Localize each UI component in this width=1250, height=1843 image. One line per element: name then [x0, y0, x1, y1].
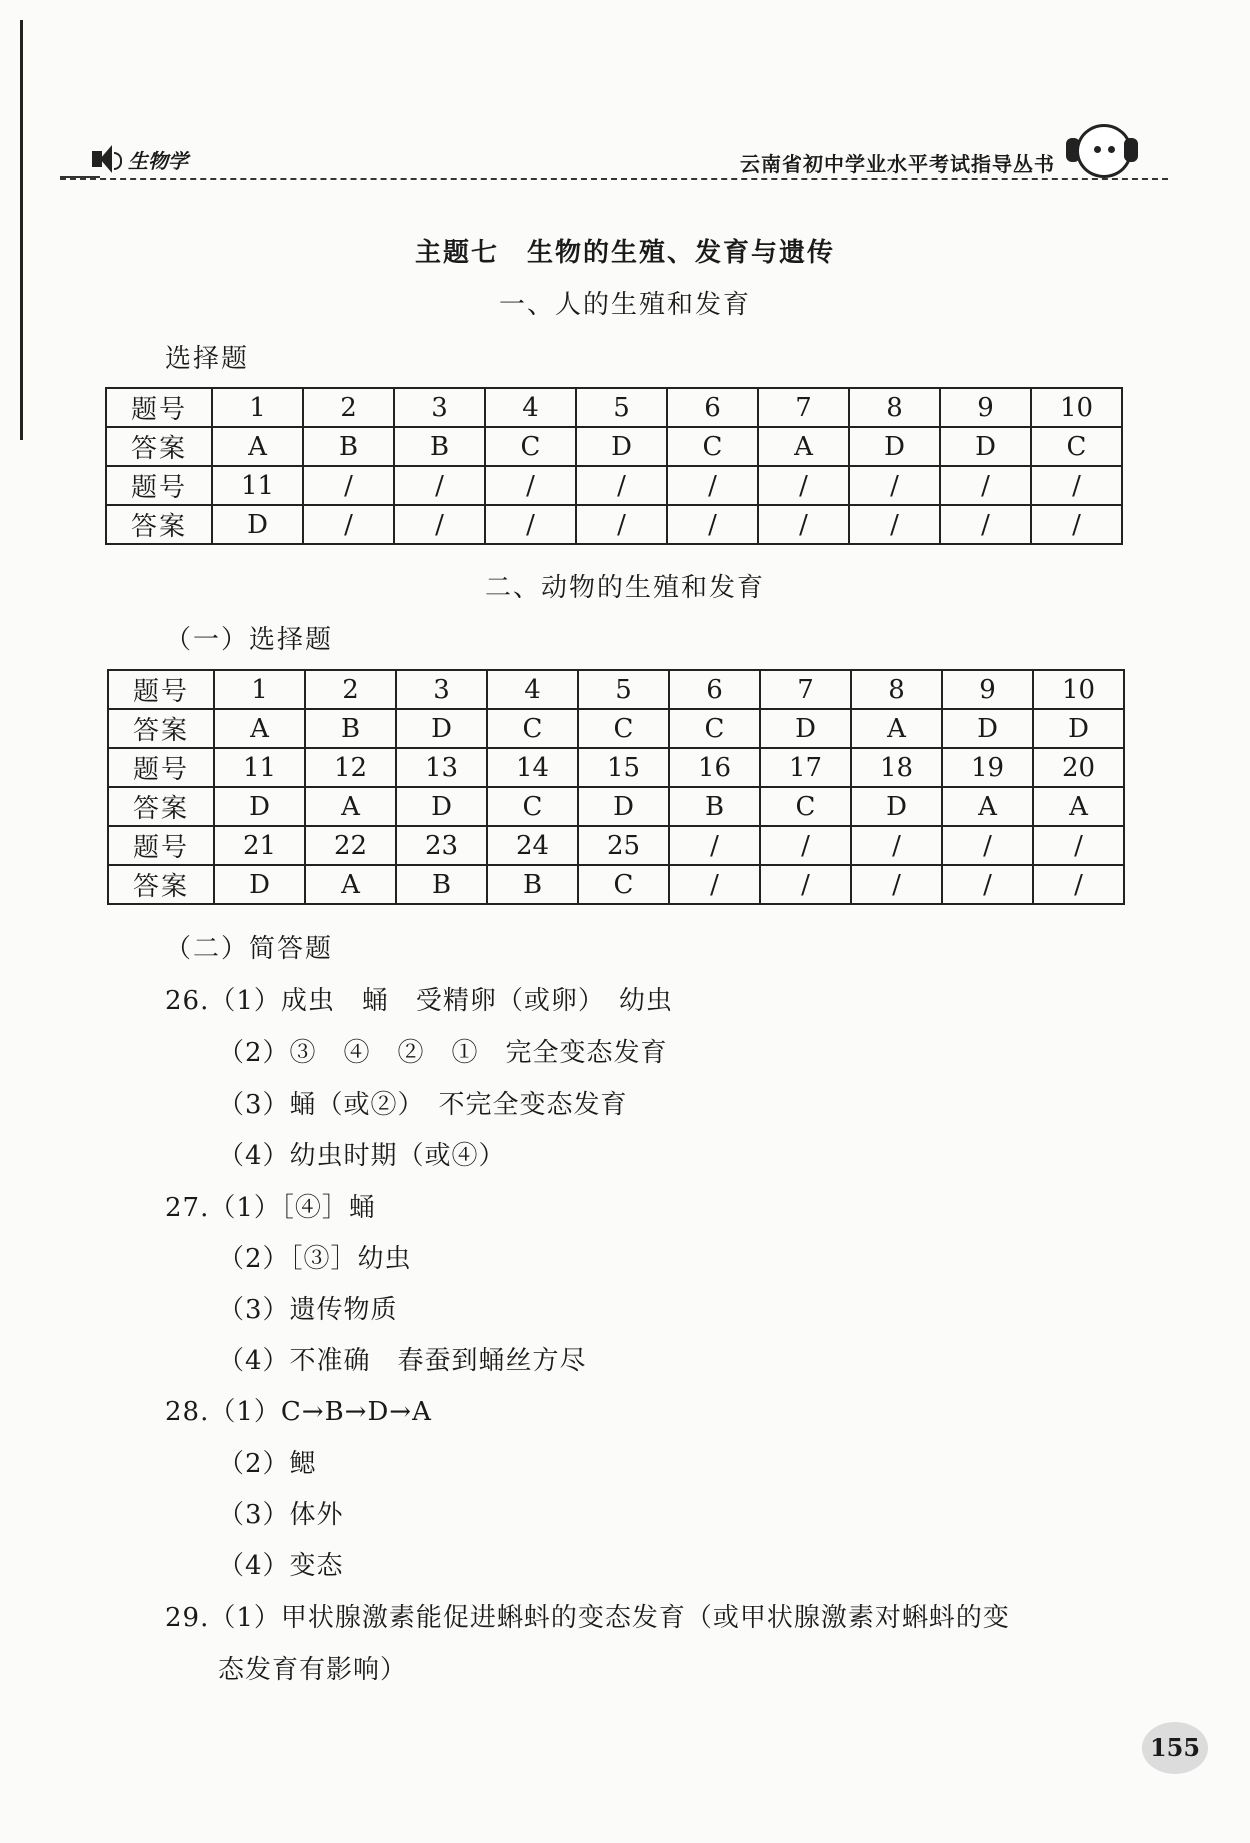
row-header-cell: 答案	[108, 865, 214, 904]
table-cell: C	[669, 709, 760, 748]
table-row	[108, 787, 1124, 826]
answer-table-2	[107, 669, 1125, 905]
row-header-cell: 答案	[106, 427, 212, 466]
table-cell: D	[396, 787, 487, 826]
table-cell: /	[760, 865, 851, 904]
answer-29-1-cont: 态发育有影响）	[218, 1655, 408, 1685]
table-cell: /	[485, 505, 576, 544]
header-subject	[88, 142, 188, 176]
table-cell: 12	[305, 748, 396, 787]
table-cell: /	[760, 826, 851, 865]
section1-title: 一、人的生殖和发育	[498, 290, 751, 320]
table-row	[108, 670, 1124, 709]
table-cell: B	[396, 865, 487, 904]
table-cell: D	[214, 787, 305, 826]
row-header-cell: 题号	[108, 748, 214, 787]
table-cell: /	[1031, 505, 1122, 544]
table-cell: 2	[305, 670, 396, 709]
table-cell: C	[578, 709, 669, 748]
table-row	[108, 826, 1124, 865]
table-cell: /	[849, 505, 940, 544]
table-cell: D	[940, 427, 1031, 466]
table-cell: B	[394, 427, 485, 466]
table-cell: C	[760, 787, 851, 826]
answer-27-1: 27.（1）［④］蛹	[165, 1193, 376, 1223]
table-cell: D	[851, 787, 942, 826]
table-cell: C	[487, 787, 578, 826]
table-cell: /	[667, 466, 758, 505]
row-header-cell: 题号	[106, 388, 212, 427]
table-cell: 2	[303, 388, 394, 427]
row-header-cell: 答案	[106, 505, 212, 544]
topic-title	[0, 232, 1250, 269]
section2-title: 二、动物的生殖和发育	[484, 573, 765, 603]
table-cell: C	[487, 709, 578, 748]
table-cell: /	[940, 505, 1031, 544]
table-cell: 8	[849, 388, 940, 427]
table-cell: A	[758, 427, 849, 466]
table-cell: 11	[212, 466, 303, 505]
table-cell: 4	[485, 388, 576, 427]
table-cell: 13	[396, 748, 487, 787]
table-row	[106, 466, 1122, 505]
table-cell: A	[214, 709, 305, 748]
table-cell: 21	[214, 826, 305, 865]
answer-28-3: （3）体外	[218, 1500, 344, 1530]
table-cell: D	[760, 709, 851, 748]
table-cell: 4	[487, 670, 578, 709]
table-cell: /	[303, 505, 394, 544]
answer-26-1: 26.（1）成虫 蛹 受精卵（或卵） 幼虫	[165, 986, 673, 1016]
table-cell: 1	[212, 388, 303, 427]
answer-27-4: （4）不准确 春蚕到蛹丝方尽	[218, 1346, 587, 1376]
table-cell: /	[669, 826, 760, 865]
table-cell: 8	[851, 670, 942, 709]
table-row	[108, 748, 1124, 787]
table-cell: /	[1033, 865, 1124, 904]
table-cell: /	[669, 865, 760, 904]
row-header-cell: 题号	[106, 466, 212, 505]
table-cell: B	[303, 427, 394, 466]
table-cell: 6	[667, 388, 758, 427]
answer-table-1	[105, 387, 1123, 545]
table-cell: 5	[578, 670, 669, 709]
table-cell: /	[394, 466, 485, 505]
topic-number: 主题七	[414, 238, 499, 268]
table-cell: A	[305, 787, 396, 826]
table-cell: D	[1033, 709, 1124, 748]
table-cell: 10	[1031, 388, 1122, 427]
table-row	[108, 865, 1124, 904]
table-cell: 10	[1033, 670, 1124, 709]
answer-26-4: （4）幼虫时期（或④）	[218, 1141, 506, 1171]
table-cell: 19	[942, 748, 1033, 787]
table-cell: /	[576, 505, 667, 544]
answer-27-3: （3）遗传物质	[218, 1295, 398, 1325]
row-header-cell: 答案	[108, 709, 214, 748]
table-cell: /	[667, 505, 758, 544]
table-cell: 3	[396, 670, 487, 709]
section1-label: 选择题	[165, 344, 250, 374]
table-row	[106, 427, 1122, 466]
row-header-cell: 题号	[108, 670, 214, 709]
table-cell: B	[305, 709, 396, 748]
table-cell: /	[942, 826, 1033, 865]
table-cell: /	[942, 865, 1033, 904]
table-cell: 11	[214, 748, 305, 787]
binding-edge	[20, 20, 23, 440]
table-cell: B	[669, 787, 760, 826]
answer-28-4: （4）变态	[218, 1551, 344, 1581]
table-cell: 17	[760, 748, 851, 787]
header-rule	[60, 178, 1168, 180]
table-cell: A	[212, 427, 303, 466]
table-cell: 23	[396, 826, 487, 865]
answer-28-1: 28.（1）C→B→D→A	[165, 1397, 432, 1427]
table-cell: C	[485, 427, 576, 466]
answer-26-3: （3）蛹（或②） 不完全变态发育	[218, 1090, 628, 1120]
table-cell: D	[212, 505, 303, 544]
table-cell: /	[576, 466, 667, 505]
table-cell: 25	[578, 826, 669, 865]
table-cell: 24	[487, 826, 578, 865]
table-cell: /	[303, 466, 394, 505]
table-cell: 22	[305, 826, 396, 865]
table-cell: C	[578, 865, 669, 904]
table-cell: /	[851, 826, 942, 865]
table-cell: 3	[394, 388, 485, 427]
series-title: 云南省初中学业水平考试指导丛书	[740, 152, 1055, 176]
table-cell: D	[396, 709, 487, 748]
table-cell: 6	[669, 670, 760, 709]
table-cell: 7	[758, 388, 849, 427]
table-cell: /	[940, 466, 1031, 505]
table-cell: A	[1033, 787, 1124, 826]
page-header	[60, 120, 1170, 190]
table-cell: 1	[214, 670, 305, 709]
table-row	[106, 505, 1122, 544]
table-cell: D	[578, 787, 669, 826]
answer-26-2: （2）③ ④ ② ① 完全变态发育	[218, 1038, 668, 1068]
table-cell: A	[305, 865, 396, 904]
table-cell: D	[849, 427, 940, 466]
table-row	[106, 388, 1122, 427]
table-cell: C	[1031, 427, 1122, 466]
answer-28-2: （2）鳃	[218, 1449, 317, 1479]
answer-29-1: 29.（1）甲状腺激素能促进蝌蚪的变态发育（或甲状腺激素对蝌蚪的变	[165, 1603, 1010, 1633]
answer-27-2: （2）［③］幼虫	[218, 1244, 412, 1274]
table-cell: 14	[487, 748, 578, 787]
table-cell: 7	[760, 670, 851, 709]
table-cell: /	[485, 466, 576, 505]
table-cell: D	[942, 709, 1033, 748]
table-cell: 18	[851, 748, 942, 787]
table-cell: /	[758, 505, 849, 544]
table-cell: B	[487, 865, 578, 904]
table-cell: A	[942, 787, 1033, 826]
table-cell: 15	[578, 748, 669, 787]
table-cell: 5	[576, 388, 667, 427]
table-cell: /	[849, 466, 940, 505]
table-cell: 9	[940, 388, 1031, 427]
section2-label: （一）选择题	[165, 625, 334, 655]
table-cell: /	[851, 865, 942, 904]
table-cell: /	[1033, 826, 1124, 865]
speaker-icon	[88, 142, 122, 176]
table-cell: 16	[669, 748, 760, 787]
table-cell: 20	[1033, 748, 1124, 787]
page-number: 155	[1142, 1722, 1208, 1774]
row-header-cell: 题号	[108, 826, 214, 865]
topic-name: 生物的生殖、发育与遗传	[527, 238, 836, 268]
table-cell: /	[394, 505, 485, 544]
row-header-cell: 答案	[108, 787, 214, 826]
subject-name: 生物学	[128, 148, 188, 173]
table-cell: C	[667, 427, 758, 466]
table-cell: D	[214, 865, 305, 904]
mascot-headphones-icon	[1064, 120, 1140, 176]
table-cell: /	[758, 466, 849, 505]
table-cell: 9	[942, 670, 1033, 709]
table-cell: A	[851, 709, 942, 748]
table-row	[108, 709, 1124, 748]
short-answer-label: （二）简答题	[165, 934, 334, 964]
table-cell: D	[576, 427, 667, 466]
table-cell: /	[1031, 466, 1122, 505]
